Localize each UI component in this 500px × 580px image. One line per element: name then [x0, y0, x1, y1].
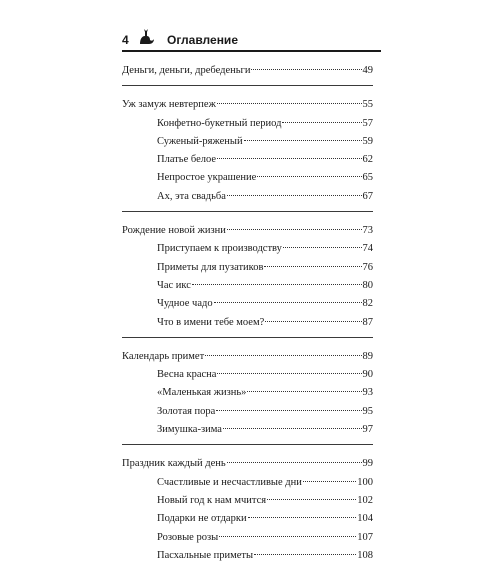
dot-leader — [251, 69, 361, 70]
toc-subentry — [122, 277, 373, 295]
dot-leader — [265, 321, 361, 322]
entry-title: Час икс — [157, 279, 191, 291]
toc-entry — [122, 62, 373, 80]
entry-page-number: 100 — [357, 476, 373, 488]
toc-subentry — [122, 115, 373, 133]
dot-leader — [227, 229, 362, 230]
entry-title: Непростое украшение — [157, 172, 257, 184]
entry-page-number: 76 — [362, 261, 373, 273]
entry-title: Календарь примет — [122, 350, 205, 362]
entry-page-number: 95 — [362, 405, 373, 417]
dot-leader — [216, 410, 361, 411]
toc-subentry — [122, 474, 373, 492]
entry-title: Рождение новой жизни — [122, 225, 226, 237]
dot-leader — [282, 122, 361, 123]
dot-leader — [254, 554, 356, 555]
entry-title: Приметы для пузатиков — [157, 261, 264, 273]
toc-entry — [122, 348, 373, 366]
entry-title: Зимушка-зима — [157, 424, 222, 436]
dot-leader — [217, 103, 362, 104]
toc-subentry — [122, 510, 373, 528]
toc-subentry — [122, 151, 373, 169]
toc-subentry — [122, 384, 373, 402]
dot-leader — [257, 176, 361, 177]
entry-title: Что в имени тебе моем? — [157, 316, 265, 328]
table-of-contents — [122, 62, 373, 580]
toc-subentry — [122, 314, 373, 332]
toc-subentry — [122, 169, 373, 187]
toc-section — [122, 96, 373, 212]
page-number: 4 — [122, 33, 129, 47]
toc-subentry — [122, 529, 373, 547]
dot-leader — [219, 536, 356, 537]
entry-page-number: 99 — [362, 458, 373, 470]
entry-title: Приступаем к производству — [157, 243, 282, 255]
toc-section — [122, 348, 373, 445]
entry-page-number: 55 — [362, 99, 373, 111]
cat-silhouette-icon — [136, 26, 156, 46]
toc-subentry — [122, 421, 373, 439]
dot-leader — [205, 355, 361, 356]
entry-title: Счастливые и несчастливые дни — [157, 476, 302, 488]
toc-subentry — [122, 547, 373, 565]
entry-page-number: 73 — [362, 225, 373, 237]
dot-leader — [247, 391, 361, 392]
toc-entry — [122, 455, 373, 473]
entry-title: Платье белое — [157, 154, 217, 166]
entry-page-number: 82 — [362, 298, 373, 310]
dot-leader — [283, 247, 362, 248]
entry-page-number: 93 — [362, 387, 373, 399]
entry-title: Праздник каждый день — [122, 458, 226, 470]
entry-page-number: 80 — [362, 279, 373, 291]
entry-page-number: 89 — [362, 350, 373, 362]
toc-section — [122, 62, 373, 86]
entry-title: Новый год к нам мчится — [157, 494, 267, 506]
dot-leader — [244, 140, 362, 141]
dot-leader — [264, 266, 361, 267]
toc-section — [122, 222, 373, 338]
entry-page-number: 49 — [362, 65, 373, 76]
entry-page-number: 97 — [362, 424, 373, 436]
toc-subentry — [122, 366, 373, 384]
toc-entry — [122, 222, 373, 240]
entry-page-number: 108 — [357, 549, 373, 561]
toc-subentry — [122, 492, 373, 510]
entry-title: Чудное чадо — [157, 298, 213, 310]
toc-subentry — [122, 295, 373, 313]
entry-page-number: 107 — [357, 531, 373, 543]
toc-subentry — [122, 403, 373, 421]
entry-title: Розовые розы — [157, 531, 219, 543]
entry-title: Конфетно-букетный период — [157, 117, 282, 129]
entry-title: Пасхальные приметы — [157, 549, 254, 561]
dot-leader — [248, 517, 357, 518]
entry-page-number: 102 — [357, 494, 373, 506]
entry-title: Уж замуж невтерпеж — [122, 99, 216, 111]
dot-leader — [214, 302, 362, 303]
toc-subentry — [122, 188, 373, 206]
entry-page-number: 57 — [362, 117, 373, 129]
entry-title: Суженый-ряженый — [157, 135, 243, 147]
entry-title: Весна красна — [157, 369, 217, 381]
dot-leader — [227, 195, 362, 196]
entry-page-number: 62 — [362, 154, 373, 166]
dot-leader — [192, 284, 362, 285]
entry-title: Золотая пора — [157, 405, 216, 417]
toc-entry — [122, 96, 373, 114]
entry-page-number: 74 — [362, 243, 373, 255]
dot-leader — [217, 373, 361, 374]
entry-title: Деньги, деньги, дребеденьги — [122, 65, 251, 76]
toc-subentry — [122, 259, 373, 277]
dot-leader — [227, 462, 362, 463]
entry-page-number: 65 — [362, 172, 373, 184]
entry-title: «Маленькая жизнь» — [157, 387, 247, 399]
entry-title: Ах, эта свадьба — [157, 190, 226, 202]
entry-page-number: 104 — [357, 513, 373, 525]
dot-leader — [303, 481, 356, 482]
toc-section — [122, 455, 373, 570]
entry-title: Подарки не отдарки — [157, 513, 247, 525]
toc-subentry — [122, 133, 373, 151]
section-title: Оглавление — [167, 33, 238, 47]
dot-leader — [217, 158, 361, 159]
entry-page-number: 67 — [362, 190, 373, 202]
running-head — [122, 32, 381, 52]
entry-page-number: 90 — [362, 369, 373, 381]
entry-page-number: 87 — [362, 316, 373, 328]
entry-page-number: 59 — [362, 135, 373, 147]
dot-leader — [223, 428, 362, 429]
toc-subentry — [122, 240, 373, 258]
